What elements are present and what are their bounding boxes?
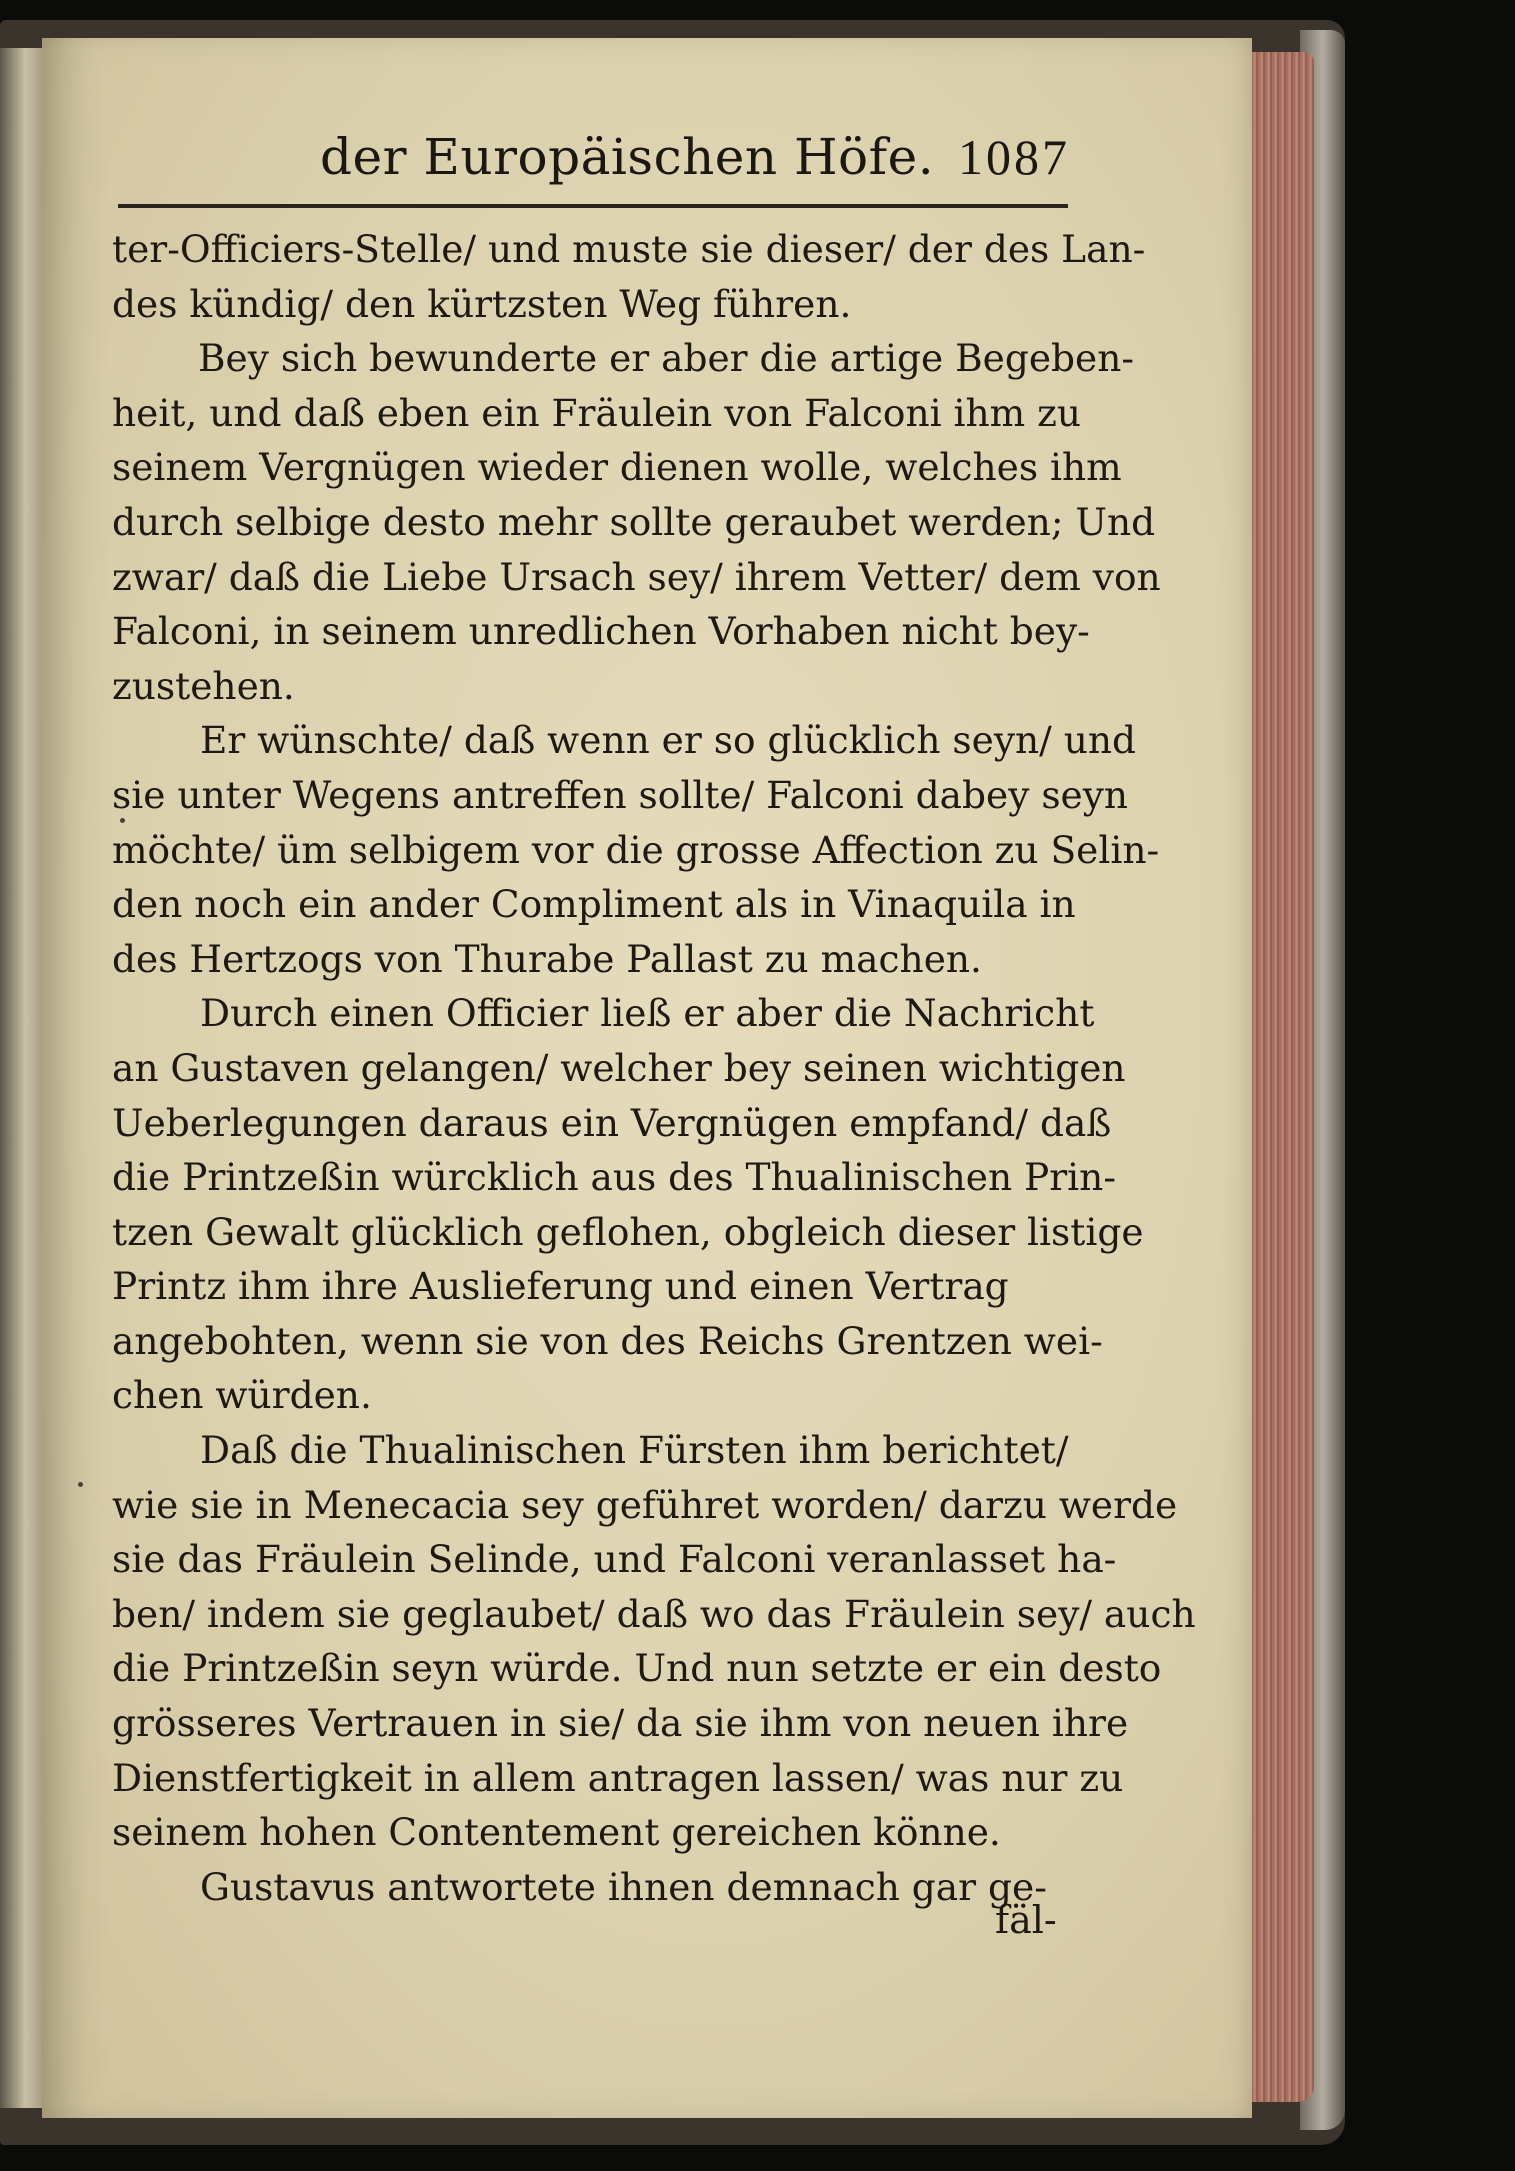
text-line: des kündig/ den kürtzsten Weg führen. xyxy=(112,281,852,326)
text-line: Ueberlegungen daraus ein Vergnügen empfand/ daß xyxy=(112,1100,1112,1145)
text-line: angebohten, wenn sie von des Reichs Grentzen wei- xyxy=(112,1318,1103,1363)
text-line: Printz ihm ihre Auslieferung und einen Vertrag xyxy=(112,1264,1009,1309)
text-line: den noch ein ander Compliment als in Vinaquila in xyxy=(112,882,1076,927)
text-line: chen würden. xyxy=(112,1373,372,1418)
text-line: Gustavus antwortete ihnen demnach gar ge- xyxy=(200,1864,1047,1909)
text-line: Dienstfertigkeit in allem antragen lassen/ was nur zu xyxy=(112,1755,1124,1800)
text-line: heit, und daß eben ein Fräulein von Falconi ihm zu xyxy=(112,390,1082,435)
running-title: der Europäischen Höfe. xyxy=(320,128,935,186)
text-line: sie das Fräulein Selinde, und Falconi veranlasset ha- xyxy=(112,1537,1117,1582)
text-line: des Hertzogs von Thurabe Pallast zu machen. xyxy=(112,936,982,981)
ink-speck xyxy=(78,1482,83,1487)
text-line: seinem hohen Contentement gereichen könne. xyxy=(112,1810,1001,1855)
text-line: zustehen. xyxy=(112,663,295,708)
facing-page-edge xyxy=(0,48,42,2108)
text-line: seinem Vergnügen wieder dienen wolle, welches ihm xyxy=(112,445,1122,490)
text-line: die Printzeßin würcklich aus des Thualinischen Prin- xyxy=(112,1155,1116,1200)
text-line: ter-Officiers-Stelle/ und muste sie dieser/ der des Lan- xyxy=(112,227,1146,271)
text-line: zwar/ daß die Liebe Ursach sey/ ihrem Vetter/ dem von xyxy=(112,554,1161,599)
page-number: 1087 xyxy=(958,129,1070,185)
text-line: möchte/ üm selbigem vor die grosse Affection zu Selin- xyxy=(112,827,1160,872)
text-line: wie sie in Menecacia sey geführet worden/ darzu werde xyxy=(112,1482,1178,1527)
text-line: an Gustaven gelangen/ welcher bey seinen wichtigen xyxy=(112,1045,1126,1090)
text-line: tzen Gewalt glücklich geflohen, obgleich dieser listige xyxy=(112,1209,1144,1254)
text-line: Bey sich bewunderte er aber die artige Begeben- xyxy=(198,336,1135,381)
text-line: Daß die Thualinischen Fürsten ihm berichtet/ xyxy=(200,1428,1069,1473)
page-header xyxy=(110,128,1070,198)
text-line: Falconi, in seinem unredlichen Vorhaben nicht bey- xyxy=(112,609,1090,654)
text-line: die Printzeßin seyn würde. Und nun setzte er ein desto xyxy=(112,1646,1162,1691)
text-line: sie unter Wegens antreffen sollte/ Falconi dabey seyn xyxy=(112,772,1129,817)
header-rule xyxy=(118,204,1068,208)
ink-speck xyxy=(120,818,125,823)
text-line: ben/ indem sie geglaubet/ daß wo das Fräulein sey/ auch xyxy=(112,1591,1196,1636)
body-text xyxy=(112,222,1196,1914)
text-line: Durch einen Officier ließ er aber die Nachricht xyxy=(200,991,1095,1036)
catchword: fäl- xyxy=(995,1898,1057,1942)
text-line: durch selbige desto mehr sollte geraubet werden; Und xyxy=(112,499,1156,544)
page-edges xyxy=(1252,52,1314,2102)
text-line: Er wünschte/ daß wenn er so glücklich seyn/ und xyxy=(200,718,1137,763)
text-line: grösseres Vertrauen in sie/ da sie ihm von neuen ihre xyxy=(112,1701,1129,1746)
